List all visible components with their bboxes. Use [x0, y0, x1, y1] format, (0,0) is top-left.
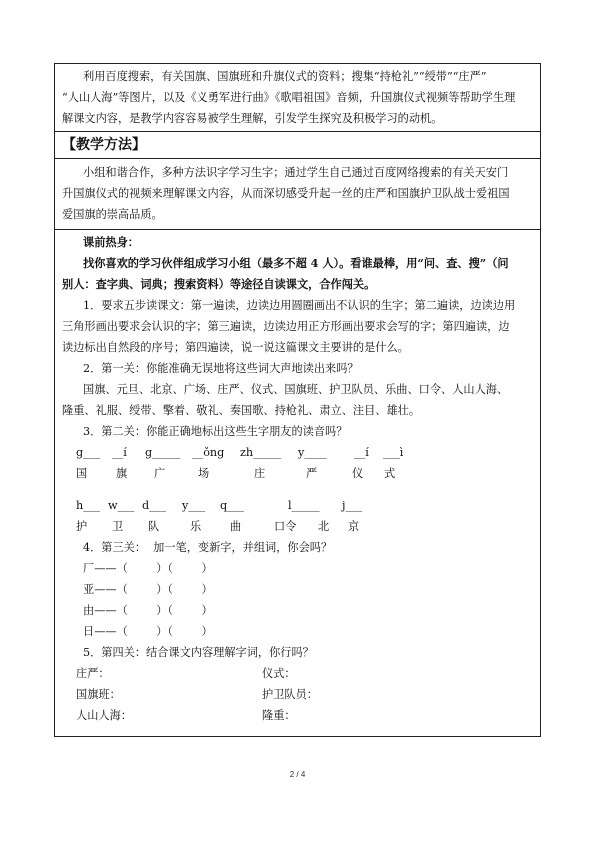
char: 卫: [112, 520, 124, 533]
add-stroke-item: [62, 600, 533, 621]
pinyin-blank: j___: [342, 499, 363, 512]
char-row-1: [62, 463, 533, 484]
resources-line-1: 利用百度搜索，有关国旗、国旗班和升旗仪式的资料；搜集“持枪礼”“绶带”“庄严”: [83, 70, 487, 83]
char: 庄: [254, 467, 266, 480]
base-char: 由: [83, 604, 95, 617]
blank-pair: ——（ ）（ ）: [94, 583, 213, 596]
terms-row-1: [62, 663, 533, 684]
warmup-intro-1: 找你喜欢的学习伙伴组成学习小组（最多不超 4 人）。看谁最棒，用“问、查、搜”（问: [83, 256, 509, 270]
methods-line-1: 小组和谐合作，多种方法识字学习生字；通过学生自己通过百度网络搜索的有关天安门: [83, 166, 509, 179]
pinyin-blank: zh_____: [240, 446, 282, 459]
resources-line-3: 解课文内容，是教学内容容易被学生理解，引发学生探究及积极学习的动机。: [62, 112, 443, 125]
char: 乐: [190, 520, 202, 533]
base-char: 厂: [83, 562, 95, 575]
add-stroke-item: [62, 579, 533, 600]
pinyin-blank: q___: [220, 499, 244, 512]
char: 旗: [116, 467, 128, 480]
pinyin-blank: d___: [142, 499, 166, 512]
char-row-2: [62, 516, 533, 537]
pinyin-blank: __í: [354, 446, 369, 459]
base-char: 亚: [83, 583, 95, 596]
terms-row-3: [62, 705, 533, 726]
pinyin-row-2: [62, 495, 533, 516]
pinyin-blank: ___ì: [383, 446, 404, 459]
methods-line-3: 爱国旗的崇高品质。: [62, 208, 163, 221]
blank-pair: ——（ ）（ ）: [94, 625, 213, 638]
step3-prompt: 3．第二关：你能正确地标出这些生字朋友的读音吗？: [83, 425, 348, 438]
pinyin-blank: y___: [182, 499, 206, 512]
warmup-intro-2: 别人：查字典、词典；搜索资料）等途径自读课文，合作闯关。: [62, 277, 376, 291]
char: 仪: [352, 467, 364, 480]
add-stroke-item: [62, 558, 533, 579]
term-right: 仪式：: [262, 667, 296, 680]
methods-heading: 【教学方法】: [62, 137, 146, 153]
pinyin-blank: h___: [76, 499, 100, 512]
step2-prompt: 2．第一关：你能准确无误地将这些词大声地读出来吗？: [83, 362, 359, 375]
pinyin-blank: __í: [112, 446, 127, 459]
char: 队: [148, 520, 160, 533]
step1-line-1: 1．要求五步读课文：第一遍读，边读边用圆圈画出不认识的生字；第二遍读，边读边用: [83, 299, 516, 312]
char: 北: [318, 520, 330, 533]
char: 口令: [274, 520, 297, 533]
term-left: 庄严：: [76, 667, 110, 680]
pinyin-blank: y____: [298, 446, 327, 459]
warmup-title: 课前热身：: [83, 235, 139, 249]
terms-row-2: [62, 684, 533, 705]
pinyin-row-1: [62, 442, 533, 463]
pinyin-blank: __ǒng: [192, 446, 225, 459]
add-stroke-item: [62, 621, 533, 642]
page-number: 2 / 4: [289, 770, 306, 779]
pinyin-blank: l_____: [288, 499, 320, 512]
warmup-section: [55, 230, 540, 736]
char: 护: [76, 520, 88, 533]
term-right: 护卫队员：: [262, 688, 318, 701]
blank-pair: ——（ ）（ ）: [94, 604, 213, 617]
char: 广: [154, 467, 166, 480]
add-stroke-list: [62, 558, 533, 642]
blank-pair: ——（ ）（ ）: [94, 562, 213, 575]
methods-section: [55, 159, 540, 230]
char: 场: [198, 467, 210, 480]
methods-heading-cell: [55, 132, 540, 159]
term-right: 隆重：: [262, 709, 296, 722]
words-line-1: 国旗、元旦、北京、广场、庄严、仪式、国旗班、护卫队员、乐曲、口令、人山人海、: [83, 383, 509, 396]
char: 曲: [230, 520, 242, 533]
char: 严: [306, 467, 318, 480]
pinyin-blank: w___: [108, 499, 135, 512]
char: 国: [76, 467, 88, 480]
step1-line-3: 读边标出自然段的序号；第四遍读，说一说这篇课文主要讲的是什么。: [62, 341, 409, 354]
term-left: 国旗班：: [76, 688, 121, 701]
term-left: 人山人海：: [76, 709, 132, 722]
pinyin-blank: g___: [76, 446, 100, 459]
base-char: 日: [83, 625, 95, 638]
step1-line-2: 三角形画出要求会认识的字；第三遍读，边读边用正方形画出要求会写的字；第四遍读，边: [62, 320, 510, 333]
resources-section: [55, 64, 540, 132]
char: 京: [348, 520, 360, 533]
step4-prompt: 4．第三关： 加一笔，变新字，并组词，你会吗？: [83, 541, 333, 554]
resources-line-2: “人山人海”等图片，以及《义勇军进行曲》《歌唱祖国》音频，升国旗仪式视频等帮助学生理: [62, 91, 516, 104]
words-line-2: 隆重、礼服、绶带、擎着、敬礼、奏国歌、持枪礼、肃立、注目、雄壮。: [62, 404, 421, 417]
lesson-plan-table: [54, 63, 541, 737]
step5-prompt: 5．第四关：结合课文内容理解字词，你行吗？: [83, 646, 314, 659]
methods-line-2: 升国旗仪式的视频来理解课文内容，从而深切感受升起一丝的庄严和国旗护卫队战士爱祖国: [62, 187, 510, 200]
pinyin-blank: g_____: [145, 446, 181, 459]
char: 式: [384, 467, 396, 480]
